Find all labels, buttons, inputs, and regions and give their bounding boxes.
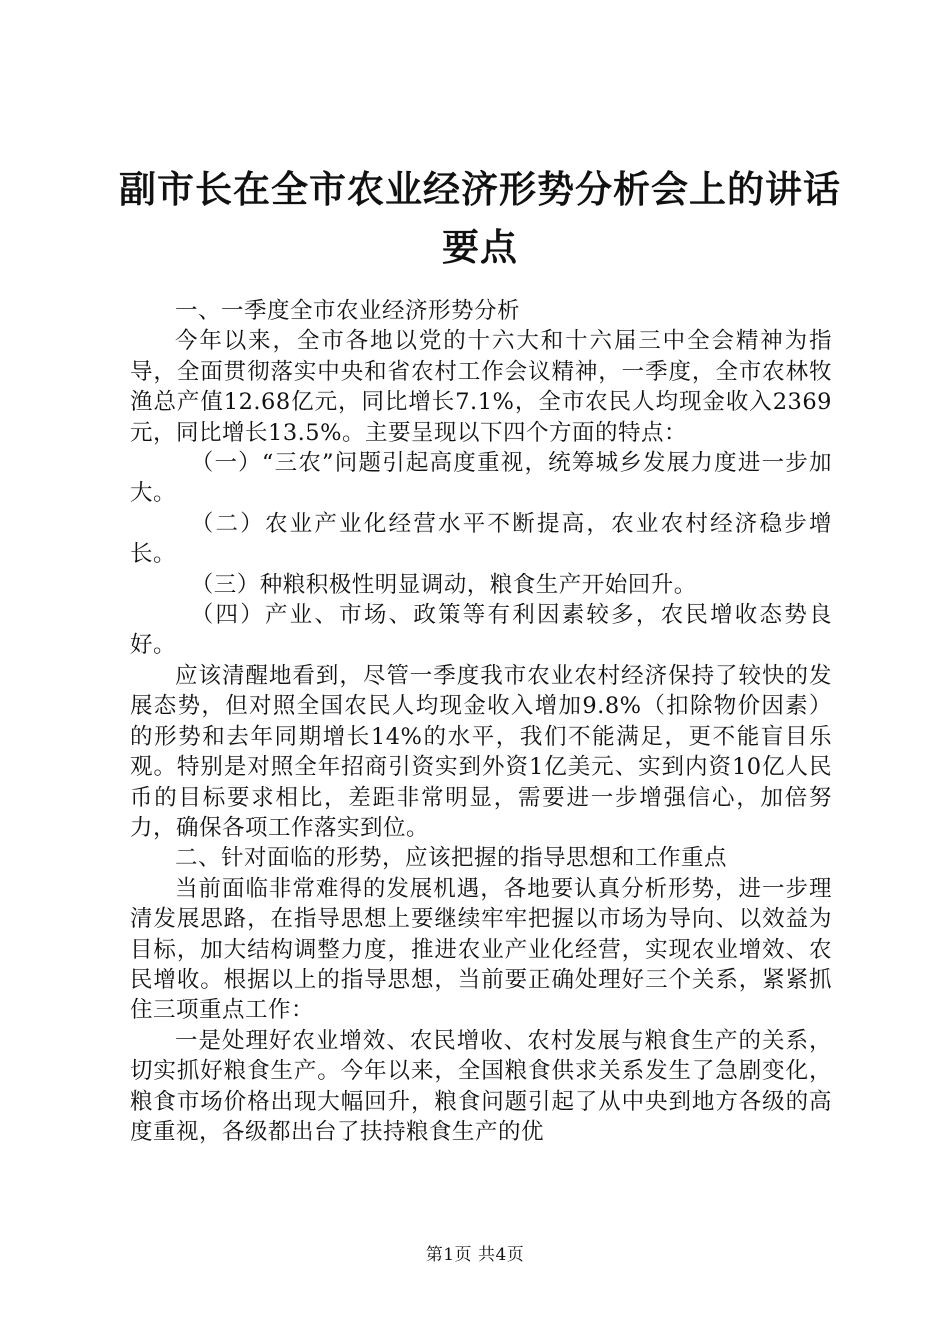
list-item: （一）“三农”问题引起高度重视，统筹城乡发展力度进一步加大。 [130,450,832,507]
list-item: （二）农业产业化经营水平不断提高，农业农村经济稳步增长。 [130,510,832,568]
paragraph: 一是处理好农业增效、农民增收、农村发展与粮食生产的关系，切实抓好粮食生产。今年以来，全国粮食供求关系发生了急剧变化，粮食市场价格出现大幅回升，粮食问题引起了从中央到地方各级的高度重视，各级都出台了扶持粮食生产的优 [130,1027,832,1145]
list-item: （三）种粮积极性明显调动，粮食生产开始回升。 [190,571,697,598]
section-heading-2: 二、针对面临的形势，应该把握的指导思想和工作重点 [175,845,728,872]
document-title: 副市长在全市农业经济形势分析会上的讲话要点 [119,167,841,269]
page-number-footer: 第1页 共4页 [425,1245,525,1265]
paragraph: 今年以来，全市各地以党的十六大和十六届三中全会精神为指导，全面贯彻落实中央和省农村工作会议精神，一季度，全市农林牧渔总产值12.68亿元，同比增长7.1%，全市农民人均现金收入2369元，同比增长13.5%。主要呈现以下四个方面的特点： [130,328,832,446]
list-item: （四）产业、市场、政策等有利因素较多，农民增收态势良好。 [130,602,832,659]
section-heading-1: 一、一季度全市农业经济形势分析 [175,298,521,324]
document-body [130,296,832,1147]
paragraph: 当前面临非常难得的发展机遇，各地要认真分析形势，进一步理清发展思路，在指导思想上要继续牢牢把握以市场为导向、以效益为目标，加大结构调整力度，推进农业产业化经营，实现农业增效、农民增收。根据以上的指导思想，当前要正确处理好三个关系，紧紧抓住三项重点工作： [130,875,832,1024]
paragraph: 应该清醒地看到，尽管一季度我市农业农村经济保持了较快的发展态势，但对照全国农民人均现金收入增加9.8%（扣除物价因素）的形势和去年同期增长14%的水平，我们不能满足，更不能盲目乐观。特别是对照全年招商引资实到外资1亿美元、实到内资10亿人民币的目标要求相比，差距非常明显，需要进一步增强信心，加倍努力，确保各项工作落实到位。 [130,662,832,841]
